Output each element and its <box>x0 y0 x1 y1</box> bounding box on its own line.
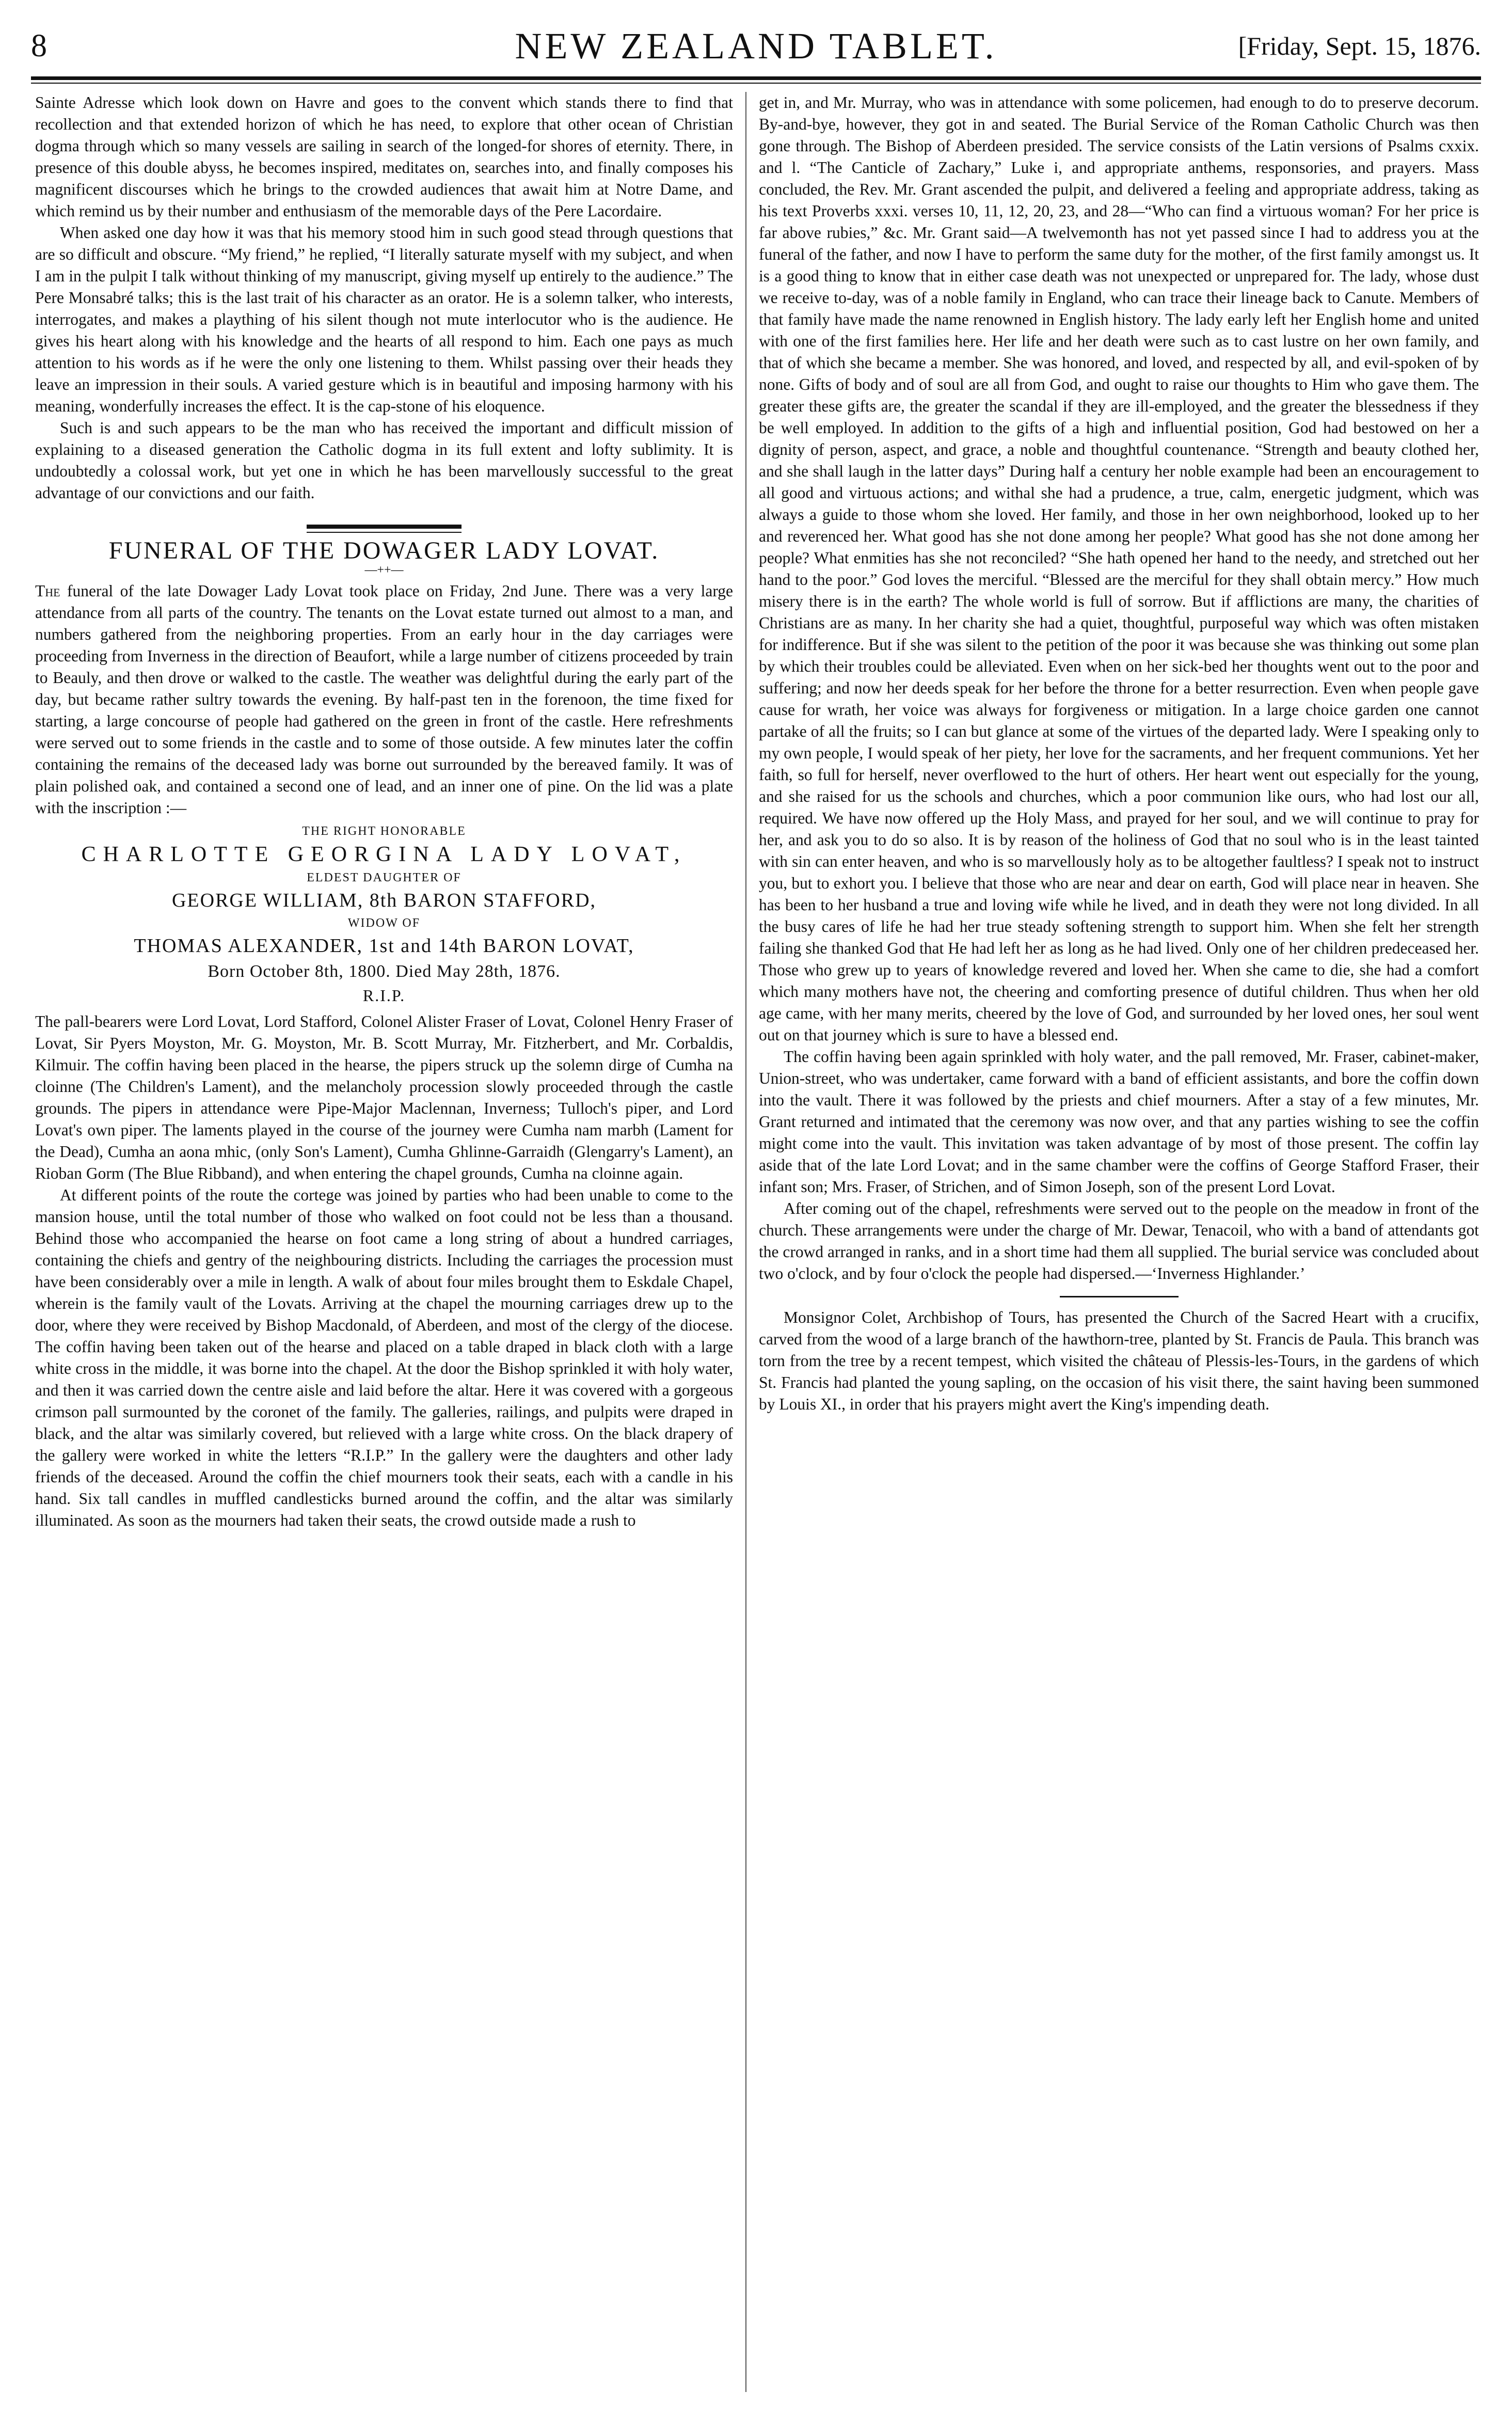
masthead-rule-thick <box>31 76 1481 80</box>
inscription-rip: R.I.P. <box>362 986 406 1005</box>
left-column <box>35 92 733 2392</box>
lead-word: The <box>35 582 60 600</box>
article-paragraph: At different points of the route the cortege was joined by parties who had been unable to come to the mansion house, until the total number of those who walked on foot could not be less than a thousand. Behind those who accompanied the hearse on foot came a long string of about a hundred carriages, containing the chiefs and gentry of the neighbouring districts. Including the carriages the procession must have been considerably over a mile in length. A walk of about four miles brought them to Eskdale Chapel, wherein is the family vault of the Lovats. Arriving at the chapel the mourning carriages drew up to the door, where they were received by Bishop Macdonald, of Aberdeen, and most of the clergy of the diocese. The coffin having been taken out of the hearse and placed on a table draped in black cloth with a large white cross in the middle, it was borne into the chapel. At the door the Bishop sprinkled it with holy water, and then it was carried down the centre aisle and laid before the altar. Here it was covered with a gorgeous crimson pall surmounted by the coronet of the family. The galleries, railings, and pulpits were draped in black, and the altar was similarly covered, but relieved with a large white cross. On the black drapery of the gallery were worked in white the letters “R.I.P.” In the gallery were the daughters and other lady friends of the deceased. Around the coffin the chief mourners took their seats, each with a candle in his hand. Six tall candles in muffled candlesticks burned around the coffin, and the altar was similarly illuminated. As soon as the mourners had taken their seats, the crowd outside made a rush to <box>35 1186 733 1529</box>
section-divider <box>1060 1296 1179 1297</box>
headline-ornament: —++— <box>364 563 404 577</box>
article-paragraph: get in, and Mr. Murray, who was in attendance with some policemen, had enough to do to preserve decorum. By-and-bye, however, they got in and seated. The Burial Service of the Roman Catholic Church was then gone through. The Bishop of Aberdeen presided. The service consists of the Latin versions of Psalms cxxix. and l. “The Canticle of Zachary,” Luke i, and appropriate anthems, responsories, and prayers. Mass concluded, the Rev. Mr. Grant ascended the pulpit, and delivered a feeling and appropriate address, taking as his text Proverbs xxxi. verses 10, 11, 12, 20, 23, and 28—“Who can find a virtuous woman? For her price is far above rubies,” &c. Mr. Grant said—A twelvemonth has not yet passed since I had to address you at the funeral of the father, and now I have to perform the same duty for the mother, of the first family amongst us. It is a good thing to know that in either case death was not unexpected or unprepared for. The lady, whose dust we receive to-day, was of a noble family in England, who can trace their lineage back to Canute. Members of that family have made the name renowned in English history. The lady early left her English home and united with one of the first families here. Her life and her death were such as to cast lustre on her own family, and that of which she became a member. She was honored, and loved, and respected by all, and evil-spoken of by none. Gifts of body and of soul are all from God, and ought to raise our thoughts to Him who gave them. The greater these gifts are, the greater the scandal if they are ill-employed, and the greater the blessedness if they be well employed. In addition to the gifts of a high and influential position, God had bestowed on her a dignity of person, aspect, and grace, a noble and thoughtful countenance. “Strength and beauty clothed her, and she shall laugh in the latter days” During half a century her noble example had been an encouragement to all good and virtuous actions; and withal she had a prudence, a true, calm, energetic judgment, which was always a guide to those whom she loved. Her family, and those in her own neighborhood, looked up to her and reverenced her. What good has she not done among her people? What good has she not done among her people? What enmities has she not reconciled? “She hath opened her hand to the needy, and stretched out her hand to the poor.” God loves the merciful. “Blessed are the merciful for they shall obtain mercy.” How much misery there is in the earth? The whole world is full of sorrow. But if afflictions are many, the charities of Christians are as many. In her charity she had a quiet, thoughtful, purposeful way which was often mistaken for indifference. But if she was silent to the petition of the poor it was because she was thinking out some plan by which their troubles could be alleviated. Even when on her sick-bed her thoughts went out to the poor and suffering; and now her deeds speak for her before the throne for a better resurrection. Even when people gave cause for wrath, her voice was always for forgiveness or mitigation. In a large choice garden one cannot partake of all the fruits; so I can but glance at some of the virtues of the departed lady. Were I speaking only to my own people, I would speak of her piety, her love for the sacraments, and her frequent communions. Yet her faith, so full for herself, never overflowed to the hurt of others. Her heart went out especially for the young, and she raised for us the schools and churches, which a poor communion like ours, who had lost our all, required. We have now offered up the Holy Mass, and prayed for her soul, and we will continue to pray for her, and ask you to do so also. It is by reason of the holiness of God that no soul who is in the least tainted with sin can enter heaven, and who is so marvellously holy as to be altogether faultless? I speak not to instruct you, but to exhort you. I believe that those who are near and dear on earth, God will place near in heaven. She has been to her husband a true and loving wife while he lived, and in death they were not long divided. In all the busy cares of life he had her true steady softening strength to support him. When she felt her strength failing she thanked God that He had left her as long as he had lived. Only one of her children predeceased her. Those who grew up to years of knowledge revered and loved her. When she came to die, she had a comfort which many mothers have not, the cheering and comforting presence of dutiful children. Thus when her old age came, with her many merits, cheered by the love of God, and surrounded by her loved ones, her soul went out on that journey which is sure to have a blessed end. <box>759 93 1479 1044</box>
page-number: 8 <box>31 28 47 64</box>
masthead-rule-thin <box>31 83 1481 84</box>
paragraph-body: funeral of the late Dowager Lady Lovat took place on Friday, 2nd June. There was a very large attendance from all parts of the country. The tenants on the Lovat estate turned out almost to a man, and numbers gathered from the neighboring properties. From an early hour in the day carriages were proceeding from Inverness in the direction of Beaufort, while a large number of citizens proceeded by train to Beauly, and then drove or walked to the castle. The weather was delightful during the early part of the day, but became rather sultry towards the evening. By half-past ten in the forenoon, the time fixed for starting, a large concourse of people had gathered on the green in front of the castle. Here refreshments were served out to some friends in the castle and to some of those outside. A few minutes later the coffin containing the remains of the deceased lady was borne out surrounded by the bereaved family. It was of plain polished oak, and contained a second one of lead, and an inner one of pine. On the lid was a plate with the inscription :— <box>35 582 733 817</box>
article-paragraph: Sainte Adresse which look down on Havre and goes to the convent which stands there to find that recollection and that extended horizon of which he has need, to explore that other ocean of Christian dogma through which so many vessels are sailing in search of the longed-for shores of eternity. There, in presence of this double abyss, he becomes inspired, meditates on, searches into, and finally composes his magnificent discourses which he brings to the crowded audiences that await him at Notre Dame, and which remind us by their number and enthusiasm of the memorable days of the Pere Lacordaire. <box>35 93 733 220</box>
inscription-line: GEORGE WILLIAM, 8th BARON STAFFORD, <box>171 890 597 911</box>
coffin-inscription <box>35 822 733 1007</box>
section-divider <box>307 525 461 533</box>
inscription-name: CHARLOTTE GEORGINA LADY LOVAT, <box>81 843 687 866</box>
column-divider <box>745 92 746 2392</box>
right-column <box>759 92 1479 2392</box>
inscription-dates: Born October 8th, 1800. Died May 28th, 1876. <box>208 962 561 981</box>
funeral-headline: FUNERAL OF THE DOWAGER LADY LOVAT. <box>108 537 660 564</box>
inscription-line: ELDEST DAUGHTER OF <box>307 871 461 884</box>
article-paragraph: After coming out of the chapel, refreshments were served out to the people on the meadow in front of the church. These arrangements were under the charge of Mr. Dewar, Tenacoil, who with a band of attendants got the crowd arranged in ranks, and in a short time had them all supplied. The burial service was concluded about two o'clock, and by four o'clock the people had dispersed.—‘Inverness Highlander.’ <box>759 1199 1479 1282</box>
article-paragraph: The coffin having been again sprinkled with holy water, and the pall removed, Mr. Fraser, cabinet-maker, Union-street, who was undertaker, came forward with a band of efficient assistants, and bore the coffin down into the vault. There it was followed by the priests and chief mourners. After a stay of a few minutes, Mr. Grant returned and intimated that the ceremony was now over, and that any parties wishing to see the coffin might come into the vault. This invitation was taken advantage of by most of those present. The coffin lay aside that of the late Lord Lovat; and in the same chamber were the coffins of George Stafford Fraser, their infant son; Mrs. Fraser, of Strichen, and of Simon Joseph, son of the present Lord Lovat. <box>759 1048 1479 1196</box>
inscription-line: THOMAS ALEXANDER, 1st and 14th BARON LOVAT, <box>134 935 634 957</box>
newspaper-title: NEW ZEALAND TABLET. <box>515 25 997 67</box>
issue-date: [Friday, Sept. 15, 1876. <box>1238 31 1481 60</box>
article-paragraph: When asked one day how it was that his memory stood him in such good stead through questions that are so difficult and obscure. “My friend,” he replied, “I literally saturate myself with my subject, and when I am in the pulpit I talk without thinking of my manuscript, giving myself up entirely to the audience.” The Pere Monsabré talks; this is the last trait of his character as an orator. He is a solemn talker, who interests, interrogates, and makes a plaything of his silent though not mute interlocutor who is the audience. He gives his heart along with his knowledge and the hearts of all respond to him. Each one pays as much attention to his words as if he were the only one listening to them. Whilst passing over their heads they leave an impression in their souls. A varied gesture which is in beautiful and imposing harmony with his meaning, wonderfully increases the effect. It is the cap-stone of his eloquence. <box>35 224 733 415</box>
masthead <box>31 21 1481 77</box>
article-paragraph: Such is and such appears to be the man who has received the important and difficult mission of explaining to a diseased generation the Catholic dogma in its full extent and lofty sublimity. It is undoubtedly a colossal work, but yet one in which he has been marvellously successful to the great advantage of our convictions and our faith. <box>35 419 733 502</box>
article-paragraph: Monsignor Colet, Archbishop of Tours, has presented the Church of the Sacred Heart with a crucifix, carved from the wood of a large branch of the hawthorn-tree, planted by St. Francis de Paula. This branch was torn from the tree by a recent tempest, which visited the château of Plessis-les-Tours, in the gardens of which St. Francis had planted the young sapling, on the occasion of his visit there, the saint having been summoned by Louis XI., in order that his prayers might avert the King's impending death. <box>759 1308 1479 1413</box>
inscription-line: THE RIGHT HONORABLE <box>302 825 466 838</box>
inscription-line: WIDOW OF <box>347 916 421 930</box>
article-paragraph <box>35 580 733 819</box>
article-paragraph: The pall-bearers were Lord Lovat, Lord Stafford, Colonel Alister Fraser of Lovat, Colonel Henry Fraser of Lovat, Sir Pyers Moyston, Mr. G. Moyston, Mr. B. Scott Murray, Mr. Fitzherbert, and Mr. Corbaldis, Kilmuir. The coffin having been placed in the hearse, the pipers struck up the solemn dirge of Cumha na cloinne (The Children's Lament), and the melancholy procession slowly proceeded through the castle grounds. The pipers in attendance were Pipe-Major Maclennan, Inverness; Tulloch's piper, and Lord Lovat's own piper. The laments played in the course of the journey were Cumha nam marbh (Lament for the Dead), Cumha an aona mhic, (only Son's Lament), Cumha Ghlinne-Garraidh (Glengarry's Lament), an Rioban Gorm (The Blue Ribband), and when entering the chapel grounds, Cumha na cloinne again. <box>35 1012 733 1182</box>
